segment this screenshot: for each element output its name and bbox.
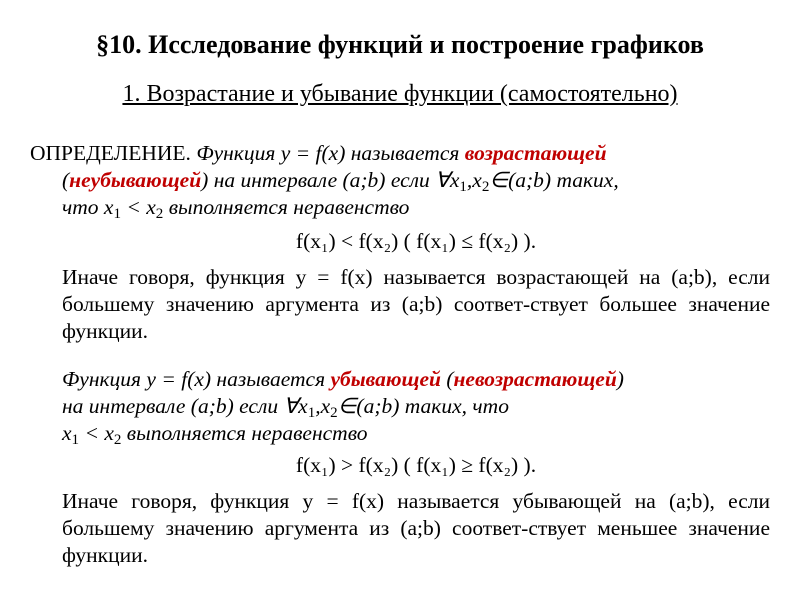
definition-decreasing [62,366,770,447]
term-decreasing: убывающей [330,367,441,391]
def-text-3e: ,x [315,394,331,418]
def-text-1a: Функция y = f(x) называется [190,141,465,165]
sub-index: 2 [330,404,338,421]
sub-index: 1 [71,431,80,448]
def-text-1f: что x [62,195,114,219]
definition-label: ОПРЕДЕЛЕНИЕ. [30,141,191,165]
def-text-3f: ∈(a;b) таких, что [337,394,509,418]
def-text-1d: ,x [466,168,482,192]
def-text-3b: ( [440,367,454,391]
sub-index: 1 [459,178,467,195]
def-text-3c: ) [616,367,624,391]
term-nonincreasing: невозрастающей [453,367,617,391]
def-text-1g: < x [120,195,156,219]
definition-increasing [30,140,800,221]
def-text-1h: выполняется неравенство [163,195,410,219]
sub-index: 2 [113,431,122,448]
def-text-3a: Функция y = f(x) называется [62,367,331,391]
def-text-3g: x [62,421,72,445]
def-text-1b: ( [62,168,70,192]
sub-index: 1 [307,404,316,421]
formula-increasing: f(x₁) < f(x₂) ( f(x₁) ≤ f(x₂) ). [295,229,537,253]
def-text-3d: на интервале (a;b) если ∀x [62,394,308,418]
def-text-3i: выполняется неравенство [121,421,368,445]
formula-decreasing: f(x₁) > f(x₂) ( f(x₁) ≥ f(x₂) ). [295,453,537,477]
page-title: §10. Исследование функций и построение графиков [96,30,704,59]
sub-index: 1 [113,205,121,222]
term-nondecreasing: неубывающей [69,168,202,192]
def-text-1e: ∈(a;b) таких, [489,168,619,192]
paragraph-decreasing-explained: Иначе говоря, функция y = f(x) называется убывающей на (a;b), если большему значению аргумента из (a;b) соответ-ствует меньшее значение функции. [62,489,770,567]
term-increasing: возрастающей [464,141,607,165]
sub-index: 2 [481,178,490,195]
sub-index: 2 [155,205,164,222]
paragraph-increasing-explained: Иначе говоря, функция y = f(x) называется возрастающей на (a;b), если большему значению аргумента из (a;b) соответ-ствует большее значение функции. [62,265,770,343]
def-text-1c: ) на интервале (a;b) если ∀x [201,168,460,192]
section-subtitle: 1. Возрастание и убывание функции (самостоятельно) [122,81,678,107]
def-text-3h: < x [79,421,114,445]
